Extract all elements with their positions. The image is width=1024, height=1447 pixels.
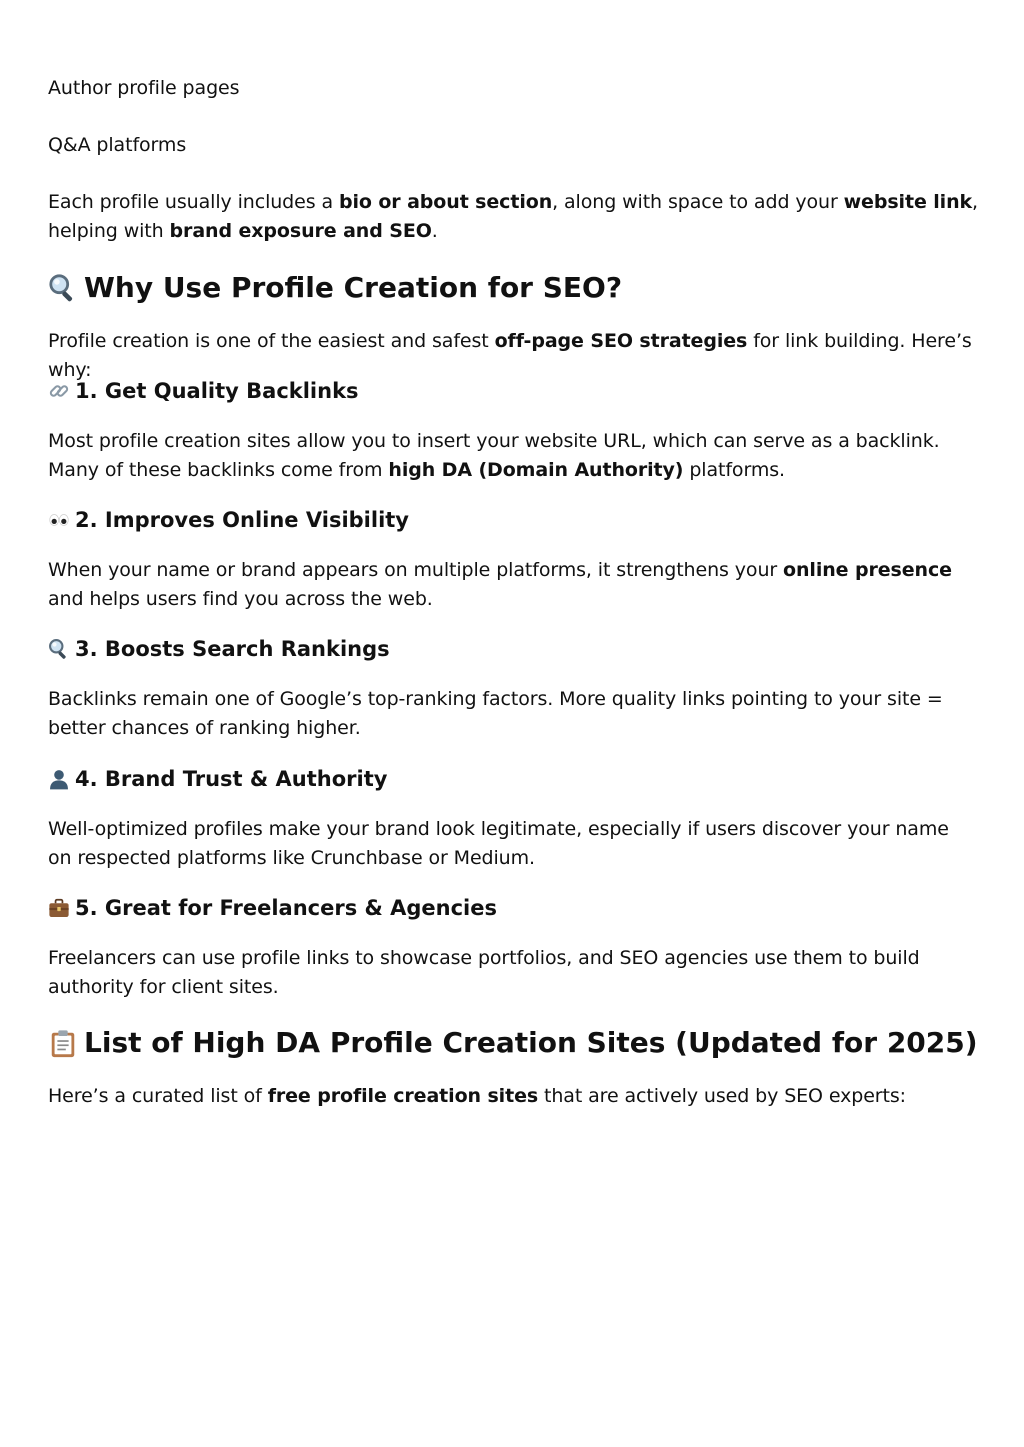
bold-off-page-seo: off-page SEO strategies: [494, 330, 748, 352]
heading-list-of-sites: List of High DA Profile Creation Sites (Updated for 2025): [48, 1025, 978, 1061]
clipboard-icon: [48, 1028, 78, 1058]
backlinks-paragraph: Most profile creation sites allow you to insert your website URL, which can serve as a backlink. Many of these backlinks come from high DA (Domain Authority) platforms.: [48, 430, 940, 481]
heading-great-for-freelancers: 5. Great for Freelancers & Agencies: [48, 894, 978, 922]
link-icon: [48, 380, 70, 402]
trust-paragraph: Well-optimized profiles make your brand look legitimate, especially if users discover your name on respected platforms like Crunchbase or Medium.: [48, 818, 949, 869]
briefcase-icon: [48, 897, 70, 919]
magnifying-glass-icon: [48, 638, 70, 660]
visibility-paragraph: When your name or brand appears on multiple platforms, it strengthens your online presence and helps users find you across the web.: [48, 559, 952, 610]
why-lead-paragraph: Profile creation is one of the easiest and safest off-page SEO strategies for link building. Here’s why:: [48, 330, 972, 381]
bold-online-presence: online presence: [783, 559, 952, 581]
bold-website-link: website link: [843, 191, 973, 213]
heading-improves-online-visibility: 2. Improves Online Visibility: [48, 506, 978, 534]
eyes-icon: [48, 509, 70, 531]
heading-boosts-search-rankings: 3. Boosts Search Rankings: [48, 635, 978, 663]
heading-get-quality-backlinks: 1. Get Quality Backlinks: [48, 377, 978, 405]
list-item-author-profile-pages: Author profile pages: [48, 77, 240, 99]
bold-brand-exposure: brand exposure and SEO: [169, 220, 432, 242]
user-silhouette-icon: [48, 768, 70, 790]
bold-bio-section: bio or about section: [338, 191, 553, 213]
magnifying-glass-icon: [48, 273, 78, 303]
rankings-paragraph: Backlinks remain one of Google’s top-ranking factors. More quality links pointing to your site = better chances of ranking higher.: [48, 688, 943, 739]
heading-brand-trust-authority: 4. Brand Trust & Authority: [48, 765, 978, 793]
bold-free-profile-sites: free profile creation sites: [267, 1085, 539, 1107]
heading-why-use-profile-creation: Why Use Profile Creation for SEO?: [48, 270, 978, 306]
list-lead-paragraph: Here’s a curated list of free profile creation sites that are actively used by SEO experts:: [48, 1085, 906, 1107]
bold-high-da: high DA (Domain Authority): [388, 459, 684, 481]
freelancers-paragraph: Freelancers can use profile links to showcase portfolios, and SEO agencies use them to build authority for client sites.: [48, 947, 920, 998]
list-item-qa-platforms: Q&A platforms: [48, 134, 187, 156]
intro-paragraph: Each profile usually includes a bio or about section, along with space to add your website link, helping with brand exposure and SEO.: [48, 191, 978, 242]
